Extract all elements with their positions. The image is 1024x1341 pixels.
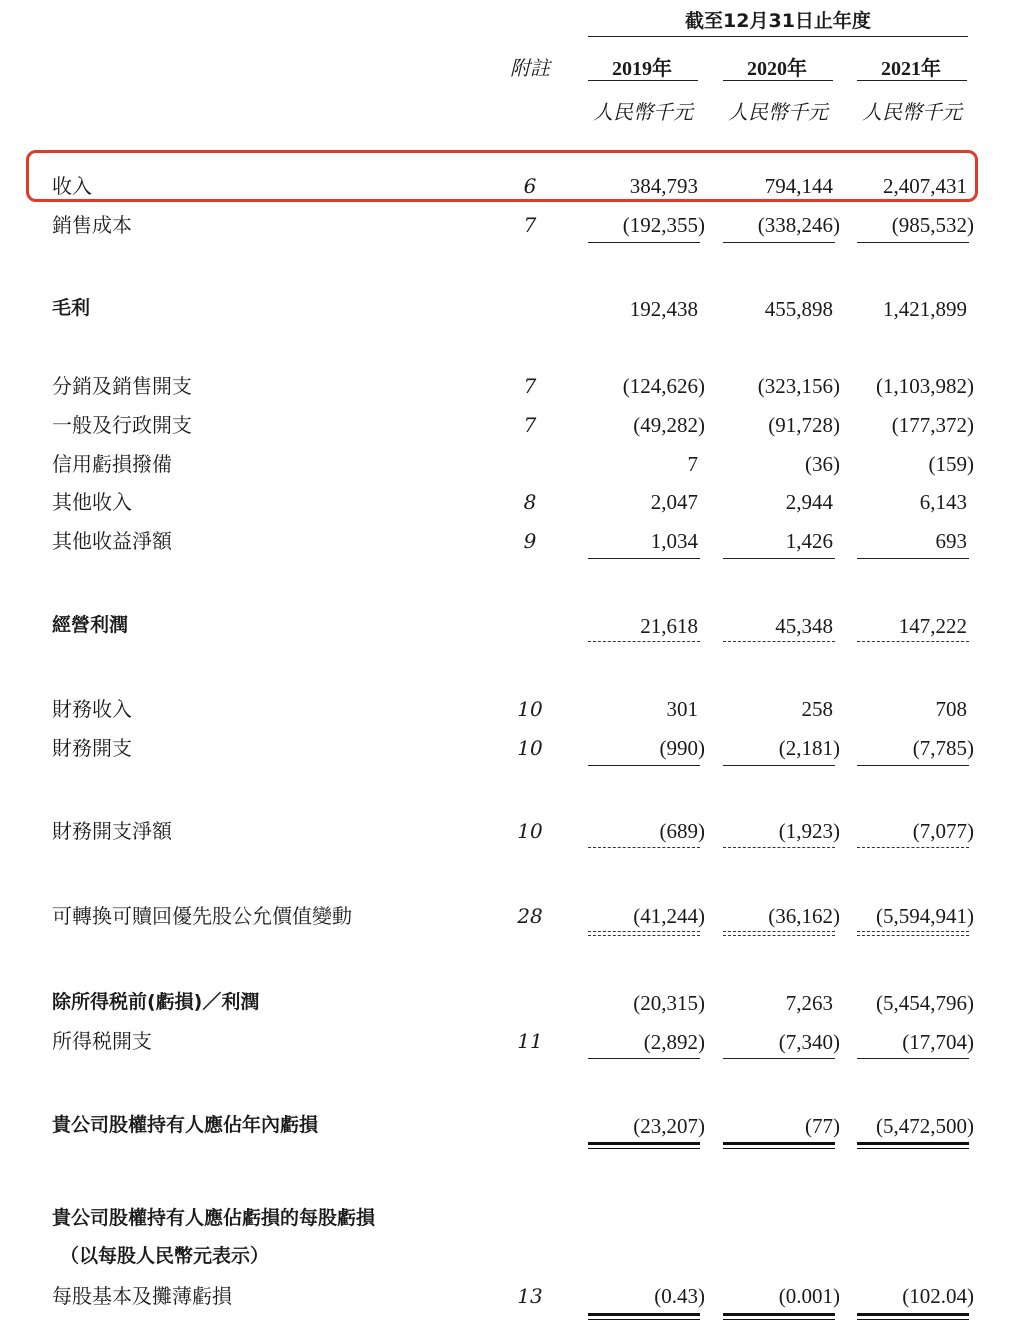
row-value: 1,421,899 <box>883 297 967 321</box>
row-value: (177,372) <box>891 413 974 437</box>
eps-subheading: （以每股人民幣元表示） <box>60 1245 270 1267</box>
subtotal-rule <box>857 1058 969 1059</box>
row-label-credit-loss: 信用虧損撥備 <box>52 452 172 476</box>
subtotal-rule <box>588 242 700 243</box>
subtotal-dashed-rule <box>723 847 835 848</box>
row-label-distribution-expenses: 分銷及銷售開支 <box>52 374 192 398</box>
row-value: (2,892) <box>643 1030 705 1054</box>
row-value: (49,282) <box>633 413 705 437</box>
year-header-2021: 2021年 <box>881 58 941 80</box>
subtotal-dashed-rule <box>857 847 969 848</box>
period-underline <box>588 36 968 37</box>
row-value: 455,898 <box>764 297 833 321</box>
year-underline-2019 <box>588 80 698 81</box>
row-value: 2,047 <box>650 490 698 514</box>
row-value: (1,103,982) <box>876 374 974 398</box>
subtotal-dashed-rule <box>588 847 700 848</box>
row-note: 8 <box>523 490 537 514</box>
row-value: (5,454,796) <box>876 991 974 1015</box>
row-value: (91,728) <box>768 413 840 437</box>
row-label-fair-value-change: 可轉換可贖回優先股公允價值變動 <box>52 904 352 928</box>
subtotal-rule <box>723 765 835 766</box>
row-note: 11 <box>517 1029 543 1053</box>
double-dashed-rule <box>723 931 835 936</box>
row-note: 9 <box>523 529 537 553</box>
row-value: 1,426 <box>785 529 833 553</box>
row-value: (338,246) <box>757 213 840 237</box>
year-header-2020: 2020年 <box>747 58 807 80</box>
double-dashed-rule <box>588 931 700 936</box>
row-value: 794,144 <box>764 174 833 198</box>
row-value: (159) <box>928 452 974 476</box>
row-value: 301 <box>666 697 698 721</box>
row-label-revenue: 收入 <box>52 174 92 198</box>
total-double-rule <box>723 1142 835 1149</box>
subtotal-rule <box>588 765 700 766</box>
row-label-finance-costs: 財務開支 <box>52 736 132 760</box>
row-value: 258 <box>801 697 833 721</box>
row-value: 45,348 <box>775 614 833 638</box>
total-double-rule <box>588 1142 700 1149</box>
row-value: (689) <box>659 819 705 843</box>
row-label-finance-income: 財務收入 <box>52 697 132 721</box>
row-value: 147,222 <box>898 614 967 638</box>
row-label-operating-profit: 經營利潤 <box>52 614 129 636</box>
row-note: 10 <box>517 697 543 721</box>
row-note: 7 <box>523 374 537 398</box>
row-value: 693 <box>935 529 967 553</box>
row-label-cost-of-sales: 銷售成本 <box>52 213 132 237</box>
row-value: (323,156) <box>757 374 840 398</box>
subtotal-rule <box>588 1058 700 1059</box>
row-value: (0.001) <box>778 1284 840 1308</box>
total-double-rule <box>588 1313 700 1320</box>
period-heading: 截至12月31日止年度 <box>685 10 871 32</box>
year-header-2019: 2019年 <box>612 58 672 80</box>
row-value: 2,944 <box>785 490 833 514</box>
row-label-other-income: 其他收入 <box>52 490 132 514</box>
row-value: (192,355) <box>622 213 705 237</box>
total-double-rule <box>857 1313 969 1320</box>
double-dashed-rule <box>857 931 969 936</box>
row-value: (23,207) <box>633 1114 705 1138</box>
row-value: 7,263 <box>785 991 833 1015</box>
row-value: (36,162) <box>768 904 840 928</box>
row-value: 21,618 <box>640 614 698 638</box>
row-value: (17,704) <box>902 1030 974 1054</box>
row-note: 6 <box>523 174 537 198</box>
row-label-loss-for-year: 貴公司股權持有人應佔年內虧損 <box>52 1114 319 1136</box>
row-value: (7,340) <box>778 1030 840 1054</box>
row-value: 192,438 <box>629 297 698 321</box>
total-double-rule <box>723 1313 835 1320</box>
subtotal-rule <box>723 1058 835 1059</box>
row-label-other-gains: 其他收益淨額 <box>52 529 172 553</box>
note-column-header: 附註 <box>510 56 550 80</box>
row-value: (124,626) <box>622 374 705 398</box>
row-value: (990) <box>659 736 705 760</box>
year-underline-2020 <box>723 80 833 81</box>
subtotal-rule <box>723 242 835 243</box>
row-value: 2,407,431 <box>883 174 967 198</box>
row-value: 708 <box>935 697 967 721</box>
row-label-admin-expenses: 一般及行政開支 <box>52 413 192 437</box>
row-value: 6,143 <box>919 490 967 514</box>
row-note: 7 <box>523 213 537 237</box>
row-value: 1,034 <box>650 529 698 553</box>
row-note: 10 <box>517 736 543 760</box>
row-value: (7,077) <box>912 819 974 843</box>
subtotal-rule <box>857 765 969 766</box>
row-note: 13 <box>517 1284 543 1308</box>
row-value: (77) <box>805 1114 840 1138</box>
row-label-eps: 每股基本及攤薄虧損 <box>52 1284 232 1308</box>
row-value: (0.43) <box>654 1284 705 1308</box>
subtotal-dashed-rule <box>857 641 969 642</box>
row-value: (102.04) <box>902 1284 974 1308</box>
subtotal-rule <box>723 558 835 559</box>
row-value: (1,923) <box>778 819 840 843</box>
unit-label-2021: 人民幣千元 <box>862 100 962 124</box>
row-value: 7 <box>687 452 698 476</box>
row-value: (2,181) <box>778 736 840 760</box>
subtotal-rule <box>857 242 969 243</box>
row-value: (5,472,500) <box>876 1114 974 1138</box>
row-value: (7,785) <box>912 736 974 760</box>
row-note: 10 <box>517 819 543 843</box>
row-value: (36) <box>805 452 840 476</box>
row-value: (20,315) <box>633 991 705 1015</box>
row-note: 28 <box>517 904 543 928</box>
subtotal-rule <box>857 558 969 559</box>
unit-label-2020: 人民幣千元 <box>728 100 828 124</box>
row-value: (41,244) <box>633 904 705 928</box>
row-label-net-finance-costs: 財務開支淨額 <box>52 819 172 843</box>
row-note: 7 <box>523 413 537 437</box>
row-label-gross-profit: 毛利 <box>52 297 91 319</box>
row-label-income-tax: 所得税開支 <box>52 1029 152 1053</box>
row-value: (985,532) <box>891 213 974 237</box>
row-value: 384,793 <box>629 174 698 198</box>
subtotal-dashed-rule <box>723 641 835 642</box>
subtotal-rule <box>588 558 700 559</box>
row-value: (5,594,941) <box>876 904 974 928</box>
subtotal-dashed-rule <box>588 641 700 642</box>
eps-heading: 貴公司股權持有人應佔虧損的每股虧損 <box>52 1207 376 1229</box>
row-label-loss-before-tax: 除所得税前(虧損)／利潤 <box>52 991 260 1013</box>
unit-label-2019: 人民幣千元 <box>593 100 693 124</box>
total-double-rule <box>857 1142 969 1149</box>
year-underline-2021 <box>857 80 967 81</box>
